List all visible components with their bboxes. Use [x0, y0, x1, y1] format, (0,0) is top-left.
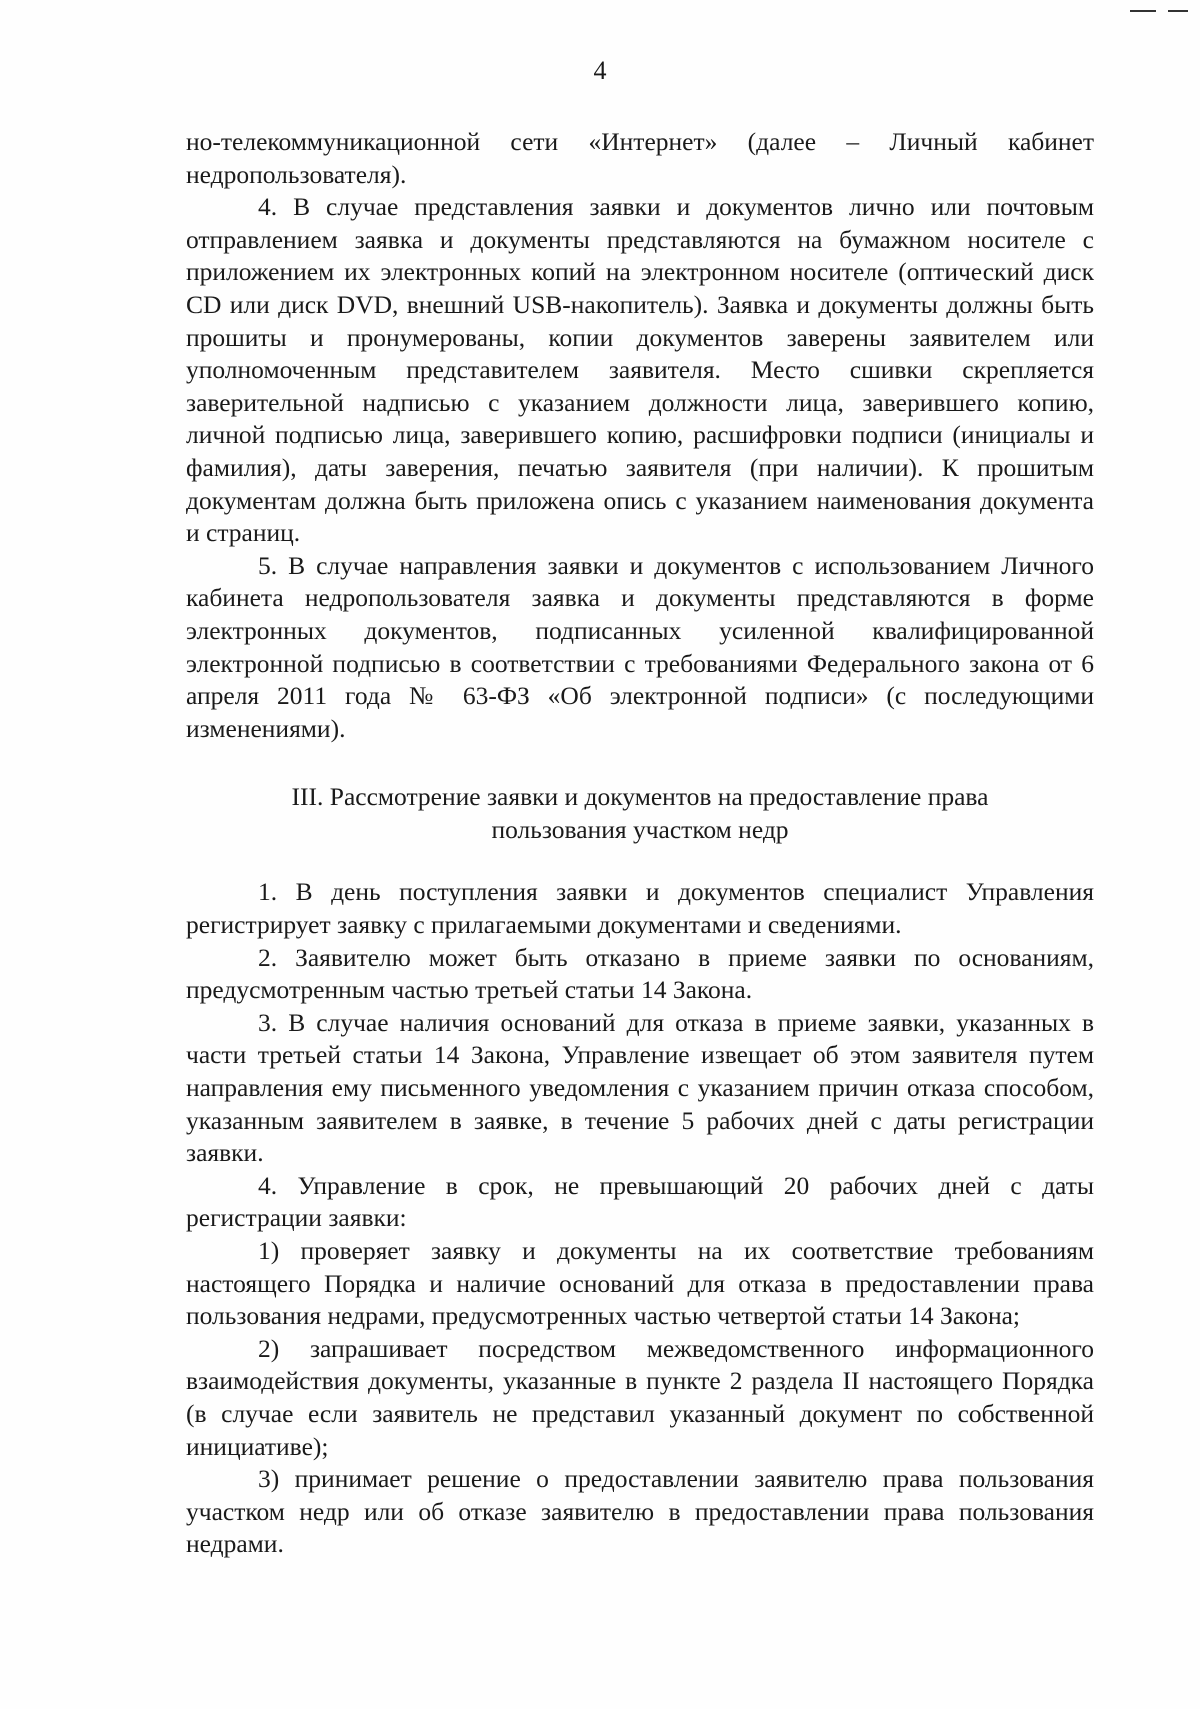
section-heading — [186, 781, 1094, 846]
document-body — [186, 126, 1094, 1561]
paragraph-subitem-3: 3) принимает решение о предоставлении заявителю права пользования участком недр или об отказе заявителю в предоставлении права пользования недрами. — [186, 1464, 1094, 1559]
section-heading-line-2: пользования участком недр — [491, 814, 789, 844]
paragraph-section3-item-1: 1. В день поступления заявки и документов специалист Управления регистрирует заявку с прилагаемыми документами и сведениями. — [186, 877, 1094, 940]
paragraph-subitem-2: 2) запрашивает посредством межведомственного информационного взаимодействия документы, указанные в пункте 2 раздела II настоящего Порядка (в случае если заявитель не представил указанный документ по собственной инициативе); — [186, 1333, 1094, 1461]
page-number: 4 — [593, 56, 607, 85]
paragraph-subitem-1: 1) проверяет заявку и документы на их соответствие требованиям настоящего Порядка и наличие оснований для отказа в предоставлении права пользования недрами, предусмотренных частью четвертой статьи 14 Закона; — [186, 1236, 1094, 1331]
scan-mark — [1168, 10, 1188, 12]
paragraph-section3-item-3: 3. В случае наличия оснований для отказа в приеме заявки, указанных в части третьей статьи 14 Закона, Управление извещает об этом заявителя путем направления ему письменного уведомления с указанием причин отказа способом, указанным заявителем в заявке, в течение 5 рабочих дней с даты регистрации заявки. — [186, 1007, 1094, 1168]
section-heading-line-1: III. Рассмотрение заявки и документов на предоставление права — [291, 782, 989, 812]
paragraph-section3-item-2: 2. Заявителю может быть отказано в приеме заявки по основаниям, предусмотренным частью третьей статьи 14 Закона. — [186, 942, 1094, 1005]
paragraph-section3-item-4: 4. Управление в срок, не превышающий 20 рабочих дней с даты регистрации заявки: — [186, 1170, 1094, 1233]
paragraph-continuation: но-телекоммуникационной сети «Интернет» (далее – Личный кабинет недропользователя). — [186, 127, 1094, 189]
paragraph-item-5: 5. В случае направления заявки и документов с использованием Личного кабинета недропользователя заявка и документы представляются в форме электронных документов, подписанных усиленной квалифицированной электронной подписью в соответствии с требованиями Федерального закона от 6 апреля 2011 года № 63-ФЗ «Об электронной подписи» (с последующими изменениями). — [186, 550, 1094, 743]
paragraph-item-4: 4. В случае представления заявки и документов лично или почтовым отправлением заявка и документы представляются на бумажном носителе с приложением их электронных копий на электронном носителе (оптический диск CD или диск DVD, внешний USB-накопитель). Заявка и документы должны быть прошиты и пронумерованы, копии документов заверены заявителем или уполномоченным представителем заявителя. Место сшивки скрепляется заверительной надписью с указанием должности лица, заверившего копию, личной подписью лица, заверившего копию, расшифровки подписи (инициалы и фамилия), даты заверения, печатью заявителя (при наличии). К прошитым документам должна быть приложена опись с указанием наименования документа и страниц. — [186, 192, 1094, 548]
scan-mark — [1130, 10, 1156, 12]
